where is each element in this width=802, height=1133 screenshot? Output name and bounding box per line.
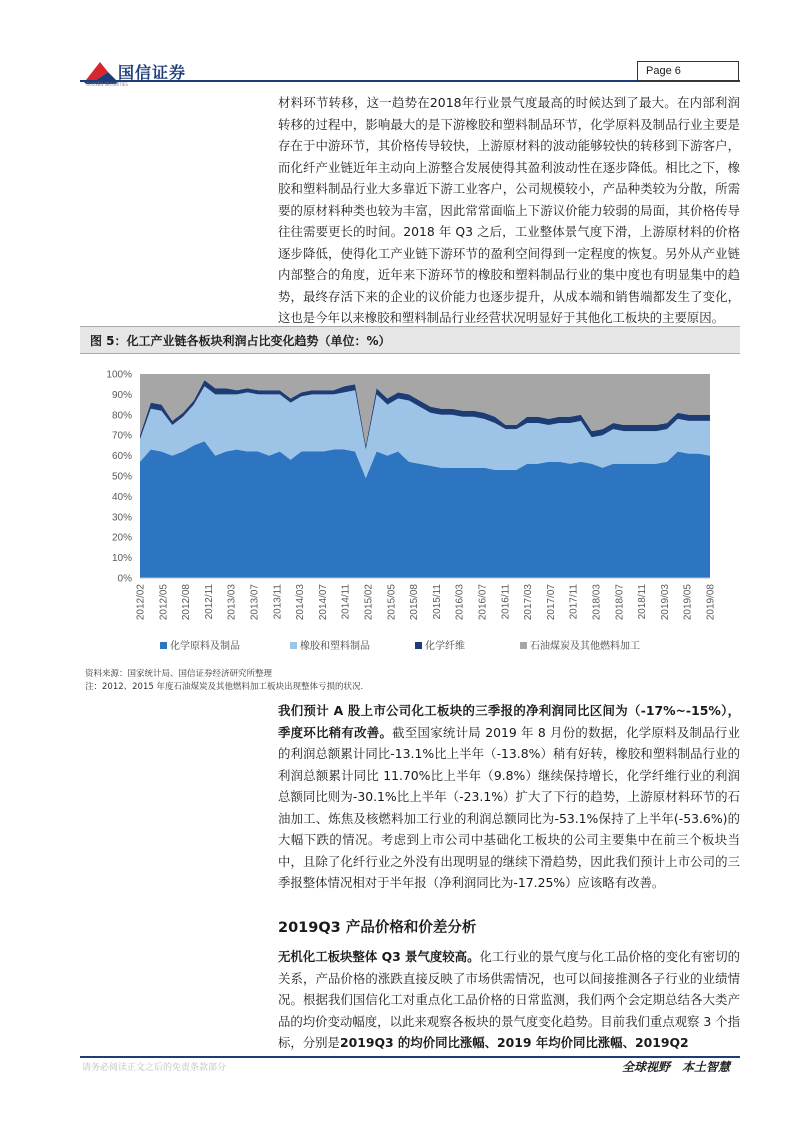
x-tick-label: 2012/11: [203, 584, 215, 620]
x-tick-label: 2015/05: [386, 584, 398, 621]
figure-notes: [85, 668, 363, 694]
logo-text: 国信证券: [118, 63, 187, 82]
x-tick-label: 2019/05: [682, 584, 694, 621]
y-tick-label: 60%: [111, 451, 132, 463]
footer-disclaimer: 请务必阅读正文之后的免责条款部分: [82, 1063, 227, 1073]
legend-label: 化学纤维: [425, 641, 465, 652]
legend-swatch: [520, 642, 527, 649]
x-tick-label: 2015/02: [363, 584, 375, 621]
footer-slogan: 全球视野 本土智慧: [622, 1060, 731, 1074]
y-tick-label: 40%: [111, 491, 132, 503]
area-series: [140, 374, 710, 578]
paragraph-2-lead: 我们预计 A 股上市公司化工板块的三季报的净利润同比区间为（-17%~-15%），季度环比稍有改善。: [278, 703, 740, 740]
x-tick-label: 2017/03: [523, 584, 535, 621]
body-paragraph-2: [278, 700, 740, 894]
x-tick-label: 2015/11: [431, 584, 443, 620]
x-tick-label: 2013/03: [226, 584, 238, 621]
y-tick-label: 100%: [106, 369, 132, 381]
legend-swatch: [415, 642, 422, 649]
x-tick-label: 2019/08: [705, 584, 717, 621]
section-title: 2019Q3 产品价格和价差分析: [278, 920, 477, 936]
body-paragraph-1: 材料环节转移，这一趋势在2018年行业景气度最高的时候达到了最大。在内部利润转移的过程中，影响最大的是下游橡胶和塑料制品环节，化学原料及制品行业主要是存在于中游环节，其价格传导较快，上游原材料的波动能够较快的转移到下游客户，而化纤产业链近年主动向上游整合发展使得其盈利波动性在逐步降低。相比之下，橡胶和塑料制品行业大多靠近下游工业客户，公司规模较小，产品种类较为分散，所需要的原材料种类也较为丰富，因此常常面临上下游议价能力较弱的局面，其价格传导往往需要更长的时间。2018 年 Q3 之后，工业整体景气度下滑，上游原材料的价格逐步降低，使得化工产业链下游环节的盈利空间得到一定程度的恢复。另外从产业链内部整合的角度，近年来下游环节的橡胶和塑料制品行业的集中度也有明显集中的趋势，最终存活下来的企业的议价能力也逐步提升，从成本端和销售端都发生了变化，这也是今年以来橡胶和塑料制品行业经营状况明显好于其他化工板块的主要原因。: [278, 95, 740, 325]
x-tick-label: 2018/03: [591, 584, 603, 621]
figure-source: 资料来源：国家统计局、国信证券经济研究所整理: [85, 669, 273, 679]
x-tick-label: 2016/07: [477, 584, 489, 621]
y-tick-label: 80%: [111, 410, 132, 422]
x-tick-label: 2014/07: [317, 584, 329, 621]
figure-title: 图 5：化工产业链各板块利润占比变化趋势（单位：%）: [90, 334, 391, 348]
legend-label: 橡胶和塑料制品: [300, 641, 370, 652]
paragraph-3-body: 化工行业的景气度与化工品价格的变化有密切的关系，产品价格的涨跌直接反映了市场供需情况，也可以间接推测各子行业的业绩情况。根据我们国信化工对重点化工品价格的日常监测，我们两个会定期总结各大类产品的均价变动幅度，以此来观察各板块的景气度变化趋势。目前我们重点观察 3 个指标，分别是: [278, 949, 740, 1050]
y-tick-label: 30%: [111, 512, 132, 524]
x-tick-label: 2019/03: [659, 584, 671, 621]
paragraph-3-lead: 无机化工板块整体 Q3 景气度较高。: [278, 949, 480, 964]
y-tick-label: 70%: [111, 430, 132, 442]
y-tick-label: 10%: [111, 553, 132, 565]
y-tick-label: 90%: [111, 389, 132, 401]
x-tick-label: 2013/07: [249, 584, 261, 621]
legend-label: 化学原料及制品: [170, 641, 240, 652]
y-tick-label: 50%: [111, 471, 132, 483]
legend-swatch: [160, 642, 167, 649]
profit-share-chart: [80, 358, 740, 658]
x-tick-label: 2014/11: [340, 584, 352, 620]
x-tick-label: 2016/11: [500, 584, 512, 620]
x-tick-label: 2016/03: [454, 584, 466, 621]
x-tick-label: 2014/03: [295, 584, 307, 621]
legend-swatch: [290, 642, 297, 649]
x-tick-label: 2012/02: [135, 584, 147, 621]
legend-label: 石油煤炭及其他燃料加工: [530, 641, 640, 652]
x-tick-label: 2018/11: [637, 584, 649, 620]
y-tick-label: 20%: [111, 532, 132, 544]
body-paragraph-3: [278, 946, 740, 1054]
x-tick-label: 2017/11: [568, 584, 580, 620]
page-number: Page 6: [637, 61, 739, 81]
x-tick-label: 2015/08: [409, 584, 421, 621]
x-tick-label: 2017/07: [545, 584, 557, 621]
x-tick-label: 2013/11: [272, 584, 284, 620]
y-tick-label: 0%: [117, 573, 132, 585]
figure-note: 注：2012、2015 年度石油煤炭及其他燃料加工板块出现整体亏损的状况.: [85, 682, 364, 692]
logo-subtitle: GUOSEN SECURITIES: [86, 82, 128, 87]
x-tick-label: 2012/08: [181, 584, 193, 621]
x-tick-label: 2018/07: [614, 584, 626, 621]
paragraph-2-body: 截至国家统计局 2019 年 8 月份的数据，化学原料及制品行业的利润总额累计同比-13.1%比上半年（-13.8%）稍有好转，橡胶和塑料制品行业的利润总额累计同比 11.70%比上半年（9.8%）继续保持增长，化学纤维行业的利润总额同比则为-30.1%比上半年（-23.1%）扩大了下行的趋势，上游原材料环节的石油加工、炼焦及核燃料加工行业的利润总额同比为-53.1%保持了上半年(-53.6%)的大幅下跌的情况。考虑到上市公司中基础化工板块的公司主要集中在前三个板块当中，且除了化纤行业之外没有出现明显的继续下滑趋势，因此我们预计上市公司的三季报整体情况相对于半年报（净利润同比为-17.25%）应该略有改善。: [278, 724, 740, 890]
paragraph-3-tail: 2019Q3 的均价同比涨幅、2019 年均价同比涨幅、2019Q2: [339, 1035, 689, 1050]
x-tick-label: 2012/05: [158, 584, 170, 621]
